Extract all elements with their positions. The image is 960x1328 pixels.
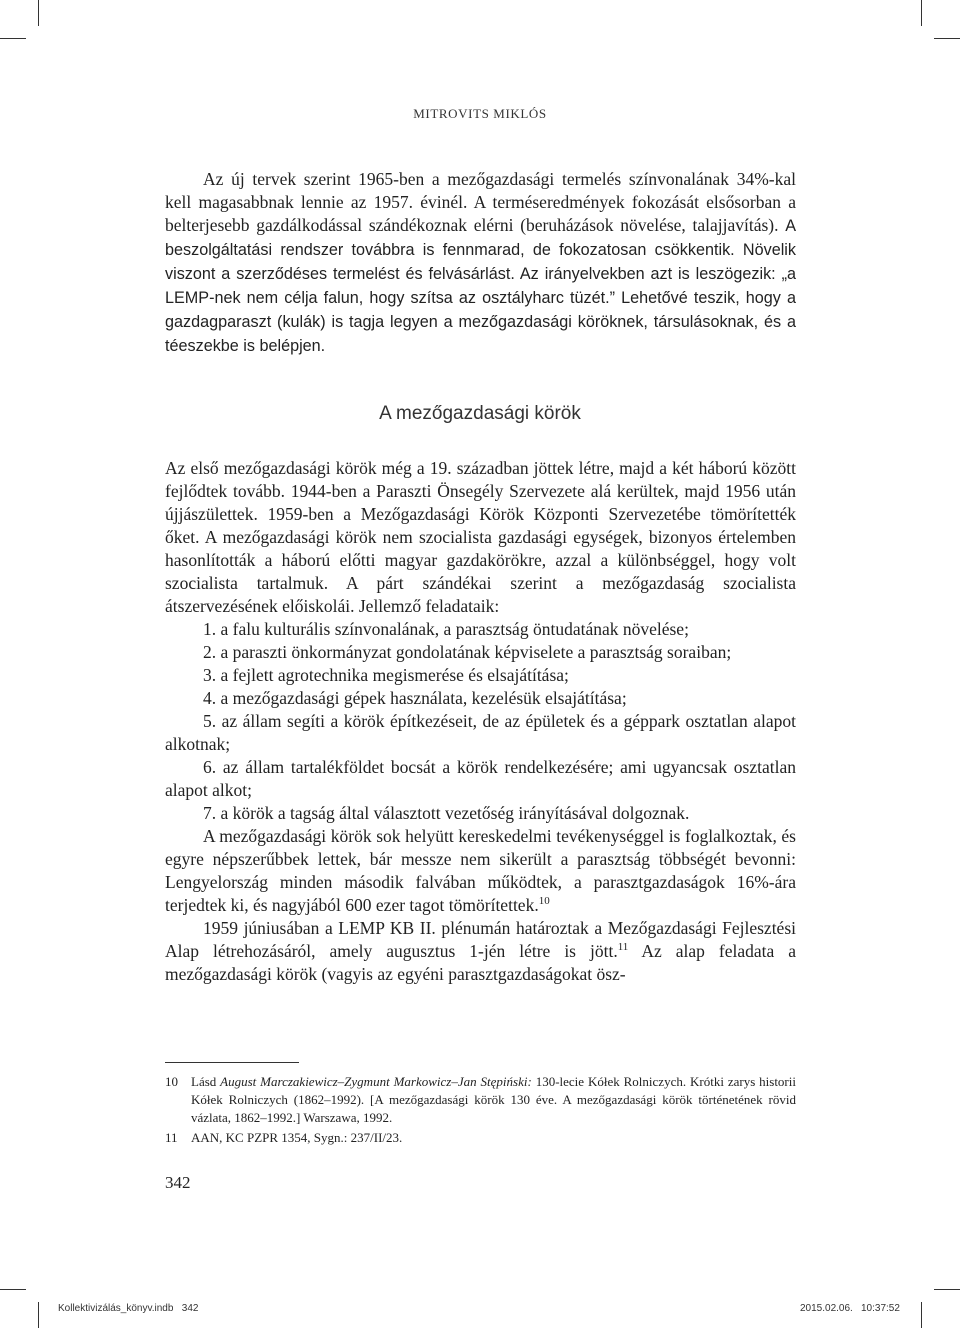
footnote-ref-10[interactable]: 10 <box>538 895 550 907</box>
section-heading: A mezőgazdasági körök <box>379 403 581 424</box>
crop-mark-bottom-left-v <box>38 1302 39 1328</box>
section-body <box>165 457 796 986</box>
slug-file: Kollektivizálás_könyv.indb 342 <box>58 1303 199 1314</box>
footnote-ref-11[interactable]: 11 <box>617 941 629 953</box>
intro-paragraph <box>165 168 796 358</box>
section-paragraph-3 <box>165 917 796 986</box>
section-paragraph-2 <box>165 825 796 917</box>
crop-mark-top-left-h <box>0 38 26 39</box>
running-header: MITROVITS MIKLÓS <box>413 106 547 121</box>
paragraph-3-text-a: 1959 júniusában a LEMP KB II. plénumán határoztak a Mezőgazdasági Fejlesztési Alap létrehozásáról, amely augusztus 1-jén létre is jött. <box>165 918 796 961</box>
footnote-text <box>191 1073 796 1127</box>
paragraph-2-text: A mezőgazdasági körök sok helyütt kereskedelmi tevékenységgel is foglalkoztak, és egyre népszerűbbek lettek, bár messze nem sikerült a parasztság többségét bevonni: Lengyelország minden második falvában működtek, a parasztgazdaságok 16%-ára terjedtek ki, és nagyjából 600 ezer tagot tömörítettek. <box>165 826 796 915</box>
intro-serif-text: Az új tervek szerint 1965-ben a mezőgazdasági termelés színvonalának 34%-kal kell magasabbnak lennie az 1957. évinél. A terméseredmények fokozását elsősorban a belterjesebb gazdálkodással szándékoznak elérni (beruházások növelése, talajjavítás). <box>165 169 796 235</box>
crop-mark-bottom-right-v <box>921 1302 922 1328</box>
intro-block <box>165 168 796 358</box>
list-item-5: 5. az állam segíti a körök építkezéseit, de az épületek és a géppark osztatlan alapot alkotnak; <box>165 711 796 754</box>
list-item-2: 2. a paraszti önkormányzat gondolatának képviselete a parasztság soraiban; <box>203 642 732 662</box>
crop-mark-top-right-v <box>921 0 922 26</box>
list-item-3: 3. a fejlett agrotechnika megismerése és elsajátítása; <box>203 665 569 685</box>
list-item-4: 4. a mezőgazdasági gépek használata, kezelésük elsajátítása; <box>203 688 627 708</box>
page-number: 342 <box>165 1173 191 1192</box>
list-item-7: 7. a körök a tagság által választott vezetőség irányításával dolgoznak. <box>203 803 690 823</box>
slug-date: 2015.02.06. <box>800 1303 853 1314</box>
footnote-10 <box>165 1073 796 1127</box>
slug-time: 10:37:52 <box>861 1303 900 1314</box>
footnote-divider <box>165 1062 299 1063</box>
footnote-post: 130-lecie Kółek Rolniczych. Krótki zarys historii Kółek Rolniczych (1862–1992). [A mezőgazdasági körök 130 éve. A mezőgazdasági körök történetének rövid vázlata, 1862–1992.] Warszawa, 1992. <box>191 1074 796 1125</box>
footnote-authors: August Marczakiewicz–Zygmunt Markowicz–Jan Stępiński: <box>220 1074 532 1089</box>
footnote-text: AAN, KC PZPR 1354, Sygn.: 237/II/23. <box>191 1130 403 1145</box>
section-paragraph-1: Az első mezőgazdasági körök még a 19. században jöttek létre, majd a két háború között fejlődtek tovább. 1944-ben a Paraszti Önsegély Szervezete alá kerültek, majd 1956 után újjászülettek. 1959-ben a Mezőgazdasági Körök Központi Szervezetébe tömörítették őket. A mezőgazdasági körök nem szocialista gazdasági egységek, bizonyos értelemben hasonlították a háború előtti magyar gazdakörökre, azzal a különbséggel, hogy volt szocialista tartalmuk. A párt szándékai szerint a mezőgazdaság szocialista átszervezésének előiskolái. Jellemző feladataik: <box>165 458 796 616</box>
crop-mark-bottom-left-h <box>0 1289 26 1290</box>
crop-mark-bottom-right-h <box>934 1289 960 1290</box>
footnote-pre: Lásd <box>191 1074 221 1089</box>
footnote-number: 11 <box>165 1130 178 1145</box>
intro-sans-text: A beszolgáltatási rendszer továbbra is fennmarad, de fokozatosan csökkentik. Növelik viszont a szerződéses termelést és felvásárlást. Az irányelvekben azt is leszögezik: „a LEMP-nek nem célja falun, hogy szítsa az osztályharc tüzét.” Lehetővé teszik, hogy a gazdagparaszt (kulák) is tagja legyen a mezőgazdasági köröknek, társulásoknak, és a téeszekbe is belépjen. <box>165 217 797 355</box>
crop-mark-top-right-h <box>934 38 960 39</box>
paragraph-3-text-b: Az alap feladata a mezőgazdasági körök (vagyis az egyéni parasztgazdaságokat ösz- <box>165 941 796 984</box>
list-item-1: 1. a falu kulturális színvonalának, a parasztság öntudatának növelése; <box>203 619 689 639</box>
footnote-number: 10 <box>165 1074 178 1089</box>
crop-mark-top-left-v <box>38 0 39 26</box>
list-item-6: 6. az állam tartalékföldet bocsát a körök rendelkezésére; ami ugyancsak osztatlan alapot alkot; <box>165 757 796 800</box>
footnote-11 <box>165 1129 796 1147</box>
